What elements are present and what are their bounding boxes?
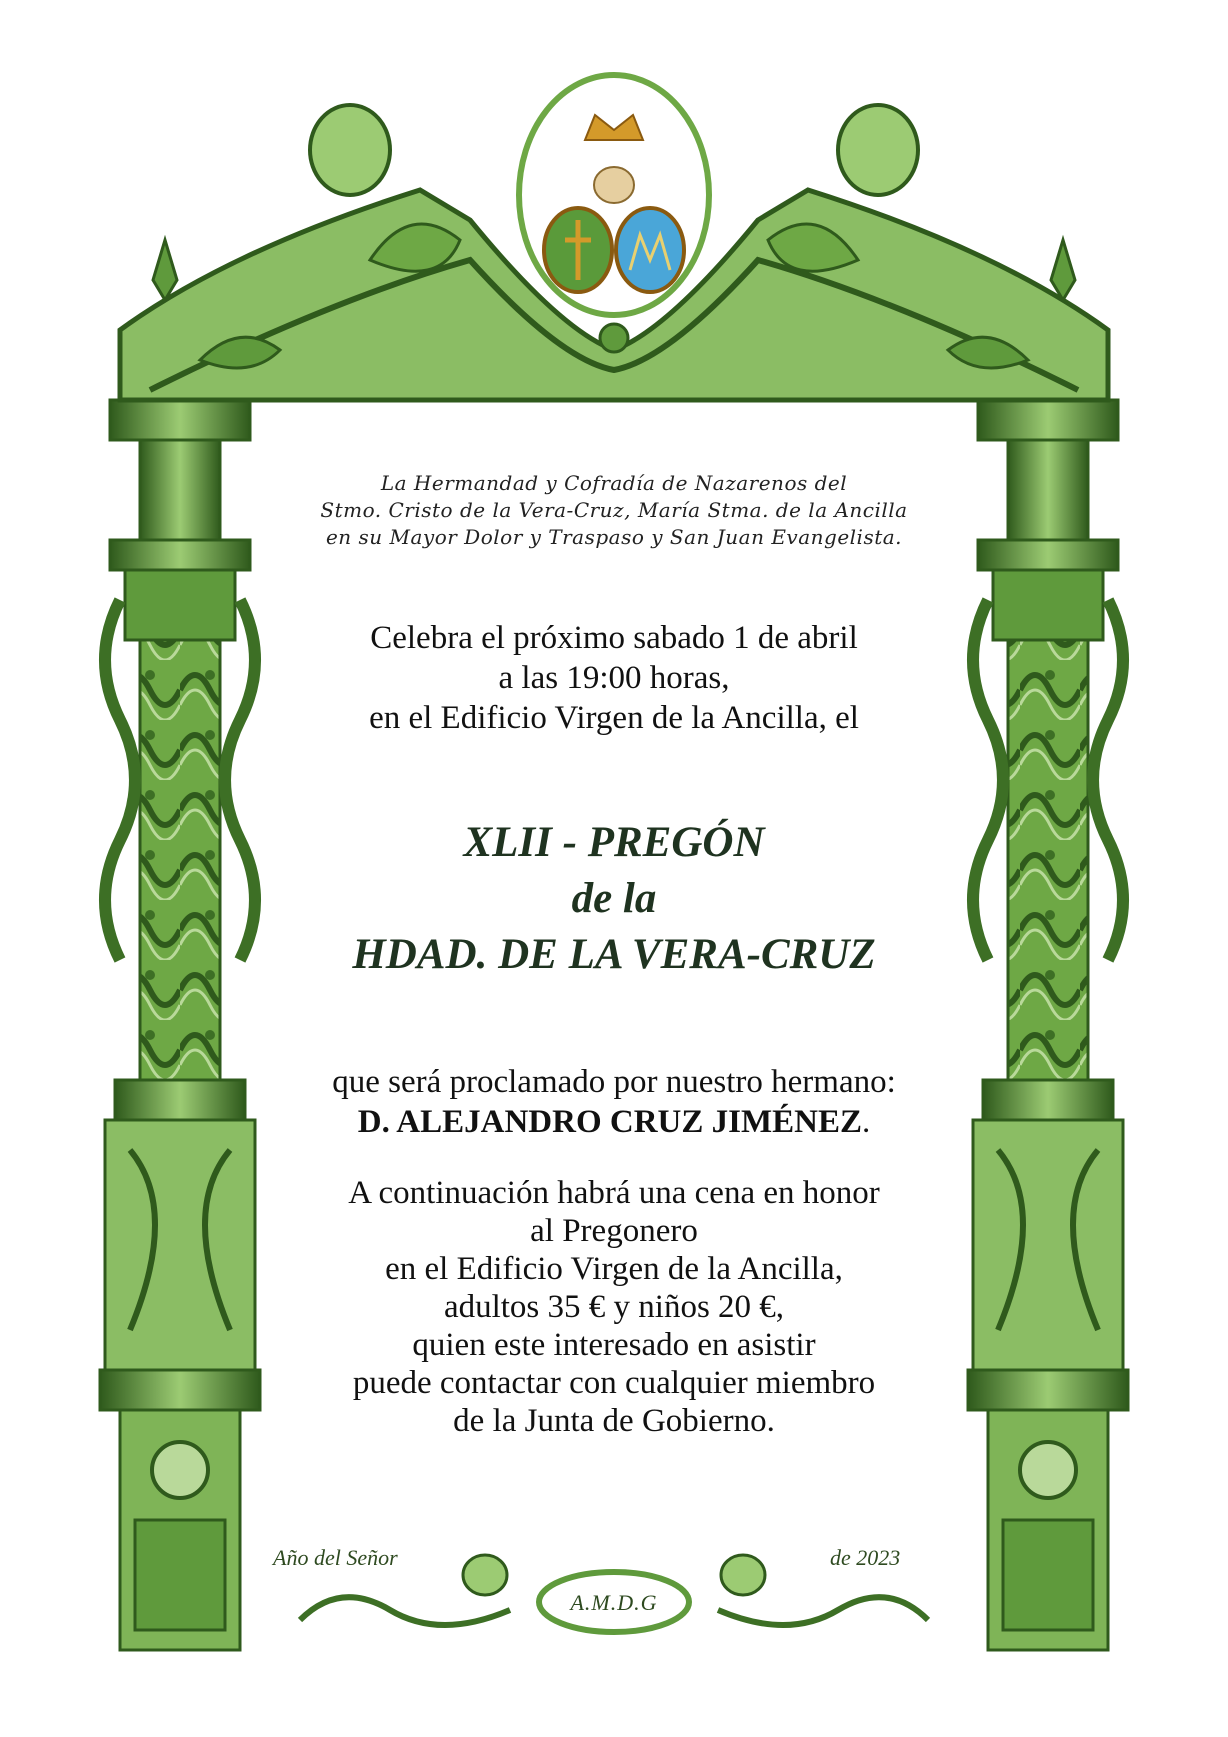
event-line-2: a las 19:00 horas, (498, 660, 730, 696)
event-details (260, 618, 968, 738)
dinner-info (260, 1174, 968, 1440)
title-line-2: de la (571, 875, 657, 922)
event-line-1: Celebra el próximo sabado 1 de abril (370, 620, 858, 656)
proclamation-line: que será proclamado por nuestro hermano: (332, 1064, 896, 1100)
footer-year: de 2023 (830, 1545, 901, 1570)
dinner-line-3: en el Edificio Virgen de la Ancilla, (385, 1251, 843, 1287)
dinner-line-1: A continuación habrá una cena en honor (348, 1175, 880, 1211)
header-line-3: en su Mayor Dolor y Traspaso y San Juan Evangelista. (325, 525, 903, 549)
left-column (100, 400, 260, 1650)
right-column (968, 400, 1128, 1650)
dinner-line-4: adultos 35 € y niños 20 €, (443, 1289, 785, 1325)
header-line-1: La Hermandad y Cofradía de Nazarenos del (380, 471, 848, 495)
footer-year-label: Año del Señor (273, 1545, 398, 1570)
proclamation (260, 1062, 968, 1142)
dinner-line-7: de la Junta de Gobierno. (453, 1403, 775, 1439)
dinner-line-2: al Pregonero (530, 1213, 698, 1249)
speaker-name-suffix: . (861, 1104, 871, 1140)
event-title (260, 815, 968, 983)
speaker-line (260, 1102, 968, 1142)
header-line-2: Stmo. Cristo de la Vera-Cruz, María Stma. de la Ancilla (320, 498, 908, 522)
pelican-icon (594, 167, 634, 203)
marian-shield-icon (616, 208, 684, 292)
footer-motto: A.M.D.G (570, 1590, 658, 1615)
title-line-1: XLII - PREGÓN (463, 819, 765, 866)
dinner-line-5: quien este interesado en asistir (412, 1327, 816, 1363)
title-line-3: HDAD. DE LA VERA-CRUZ (352, 931, 876, 978)
dinner-line-6: puede contactar con cualquier miembro (352, 1365, 876, 1401)
event-line-3: en el Edificio Virgen de la Ancilla, el (369, 700, 859, 736)
brotherhood-header (260, 470, 968, 551)
speaker-name: D. ALEJANDRO CRUZ JIMÉNEZ (357, 1104, 862, 1140)
